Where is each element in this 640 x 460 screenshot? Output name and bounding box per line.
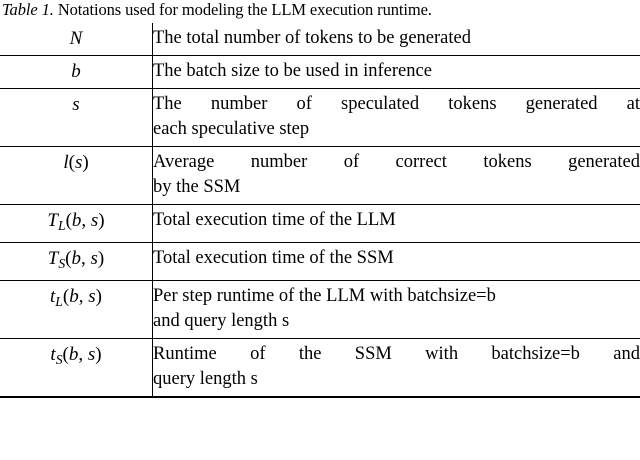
notation-symbol: l(s) bbox=[0, 147, 153, 205]
notation-description bbox=[153, 242, 640, 280]
table-row bbox=[0, 147, 640, 205]
table-row bbox=[0, 242, 640, 280]
notation-description-line1: The batch size to be used in inference bbox=[153, 61, 432, 81]
notation-description bbox=[153, 23, 640, 56]
notation-description bbox=[153, 89, 640, 147]
table-caption-text: Notations used for modeling the LLM execution runtime. bbox=[57, 0, 432, 19]
notation-description bbox=[153, 56, 640, 89]
notations-table bbox=[0, 23, 640, 398]
notation-description-line1: Total execution time of the LLM bbox=[153, 210, 396, 230]
table-row bbox=[0, 280, 640, 338]
notation-description bbox=[153, 147, 640, 205]
notation-symbol: s bbox=[0, 89, 153, 147]
notation-symbol: $T_L(b$, s) bbox=[0, 205, 153, 243]
notation-description bbox=[153, 280, 640, 338]
notation-description bbox=[153, 205, 640, 243]
table-row bbox=[0, 89, 640, 147]
notation-symbol: $t_S(b$, s) bbox=[0, 338, 153, 397]
notation-description-line1: The total number of tokens to be generated bbox=[153, 28, 471, 48]
notation-symbol: $t_L(b$, s) bbox=[0, 280, 153, 338]
notation-description-line2: query length s bbox=[153, 368, 258, 389]
notation-description-line2: each speculative step bbox=[153, 119, 310, 139]
table-row bbox=[0, 56, 640, 89]
table-row bbox=[0, 23, 640, 56]
notation-description-line2: and query length s bbox=[153, 310, 290, 331]
table-row bbox=[0, 205, 640, 243]
notation-description bbox=[153, 338, 640, 397]
notation-description-line2: by the SSM bbox=[153, 177, 241, 197]
notation-description-line1: The number of speculated tokens generated at bbox=[153, 94, 640, 114]
notation-description-line1: Average number of correct tokens generated bbox=[153, 152, 640, 172]
notation-symbol: $T_S(b$, s) bbox=[0, 242, 153, 280]
notation-symbol: b bbox=[0, 56, 153, 89]
table-caption bbox=[0, 0, 640, 23]
notation-description-line1: Per step runtime of the LLM with batchsize=b bbox=[153, 285, 496, 306]
notation-description-line1: Runtime of the SSM with batchsize=b and bbox=[153, 343, 640, 364]
table-row bbox=[0, 338, 640, 397]
notation-description-line1: Total execution time of the SSM bbox=[153, 247, 394, 268]
table-caption-label: Table 1. bbox=[2, 0, 54, 19]
notation-symbol: N bbox=[0, 23, 153, 56]
